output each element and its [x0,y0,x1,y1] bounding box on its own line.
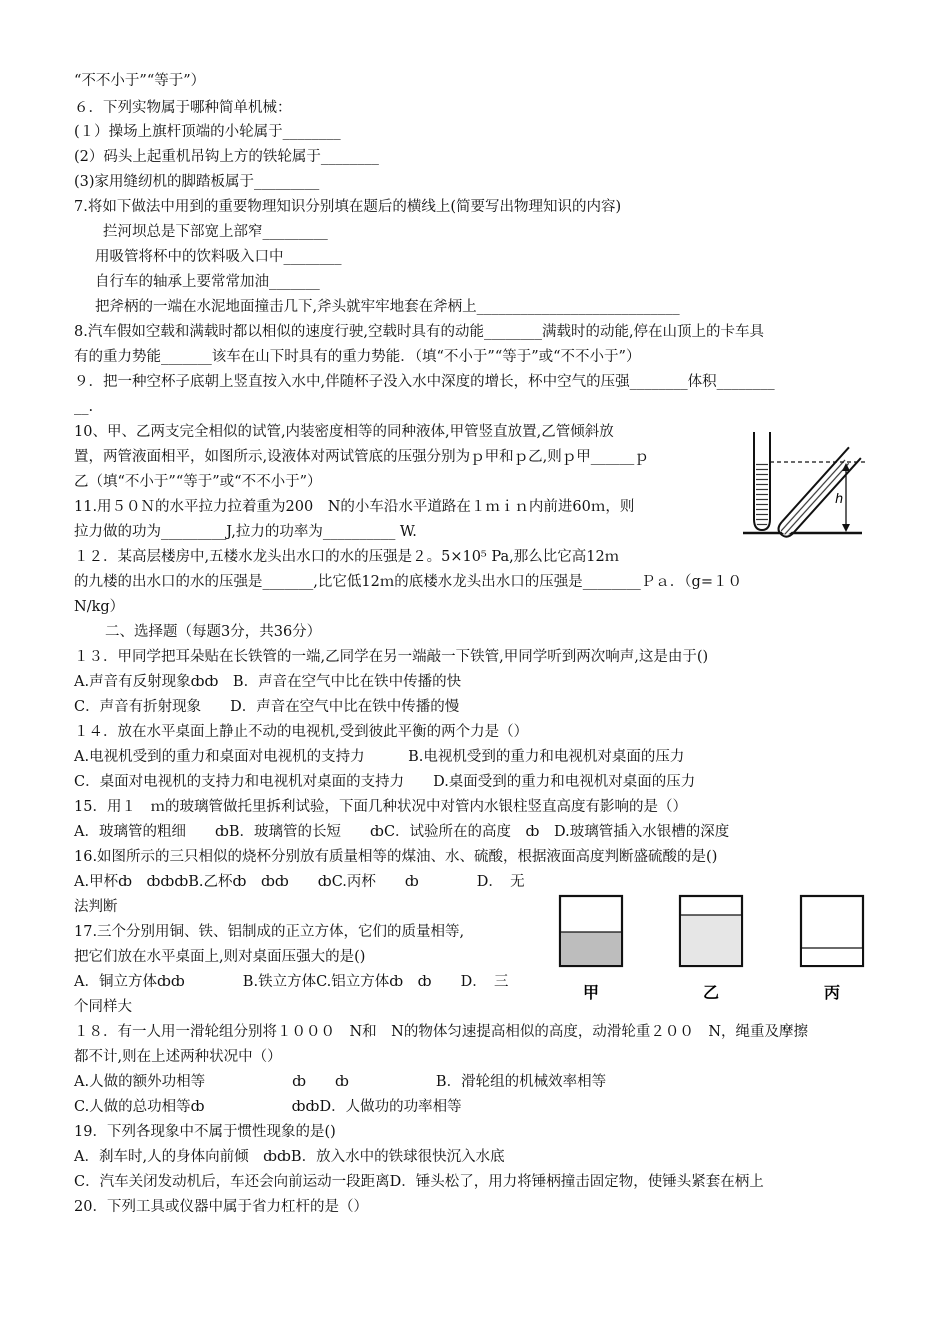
beaker-yi [680,896,742,1002]
question-7-item-2: 用吸管将杯中的饮料吸入口中________ [95,249,342,265]
question-7-item-1: 拦河坝总是下部宽上部窄_________ [103,224,328,240]
text-line: “不不小于”“等于”） [74,73,206,89]
question-7-item-4: 把斧柄的一端在水泥地面撞击几下,斧头就牢牢地套在斧柄上____________________________ [95,299,680,315]
question-9-cont: __. [74,399,94,415]
test-tube-figure [740,427,880,542]
question-8-cont: 有的重力势能_______该车在山下时具有的重力势能．（填“不小于”“等于”或“不不小于”） [74,349,641,365]
question-14-options: A.电视机受到的重力和桌面对电视机的支持力 B.电视机受到的重力和电视机对桌面的压力 [74,749,685,765]
question-15: 15．用１ ｍ的玻璃管做托里拆利试验，下面几种状况中对管内水银柱竖直高度有影响的是（） [74,799,687,815]
question-17-options: A．铜立方体ȸȸ B.铁立方体C.铝立方体ȸ ȸ D． 三 [74,974,509,990]
question-7: 7.将如下做法中用到的重要物理知识分别填在题后的横线上(简要写出物理知识的内容) [74,199,622,215]
question-16: 16.如图所示的三只相似的烧杯分别放有质量相等的煤油、水、硫酸，根据液面高度判断盛硫酸的是() [74,849,718,865]
question-18-options: A.人做的额外功相等 ȸ ȸ B．滑轮组的机械效率相等 [74,1074,607,1090]
question-11-cont: 拉力做的功为_________J,拉力的功率为__________ W. [74,524,417,540]
question-19-options: A．刹车时,人的身体向前倾 ȸȸB．放入水中的铁球很快沉入水底 [74,1149,505,1165]
height-label: h [835,492,844,507]
question-14: １４．放在水平桌面上静止不动的电视机,受到彼此平衡的两个力是（） [74,724,529,740]
question-20: 20．下列工具或仪器中属于省力杠杆的是（） [74,1199,368,1215]
question-10: 10、甲、乙两支完全相似的试管,内装密度相等的同种液体,甲管竖直放置,乙管倾斜放 [74,424,614,440]
question-17: 17.三个分别用铜、铁、铝制成的正立方体，它们的质量相等, [74,924,465,940]
question-12-cont: N/kg） [74,599,125,615]
question-17-options: 个同样大 [74,999,132,1015]
question-18: １８．有一人用一滑轮组分别将１０００ N和 N的物体匀速提高相似的高度，动滑轮重２００ N，绳重及摩擦 [74,1024,809,1040]
question-18-options: C.人做的总功相等ȸ ȸȸD．人做功的功率相等 [74,1099,462,1115]
section-heading: 二、选择题（每题3分，共36分） [105,624,322,640]
beaker-label-bing: 丙 [823,983,841,1002]
question-16-options: 法判断 [74,899,118,915]
question-10-cont: 乙（填“不小于”“等于”或“不不小于”） [74,474,322,490]
question-19: 19．下列各现象中不属于惯性现象的是() [74,1124,336,1140]
question-19-options: C．汽车关闭发动机后，车还会向前运动一段距离D．锤头松了，用力将锤柄撞击固定物，使锤头紧套在柄上 [74,1174,764,1190]
question-16-options: A.甲杯ȸ ȸȸȸB.乙杯ȸ ȸȸ ȸC.丙杯 ȸ D． 无 [74,874,525,890]
beaker-label-jia: 甲 [582,983,600,1002]
question-7-item-3: 自行车的轴承上要常常加油_______ [95,274,320,290]
question-6: ６．下列实物属于哪种简单机械： [74,100,292,116]
question-14-options: C．桌面对电视机的支持力和电视机对桌面的支持力 D.桌面受到的重力和电视机对桌面的压力 [74,774,696,790]
question-6-part-3: (3)家用缝纫机的脚踏板属于_________ [74,174,320,190]
beaker-figure [555,890,875,1015]
beaker-bing [801,896,863,1002]
question-17-cont: 把它们放在水平桌面上,则对桌面压强大的是() [74,949,366,965]
question-18-cont: 都不计,则在上述两种状况中（） [74,1049,282,1065]
vertical-tube [754,432,770,530]
beaker-jia [560,896,622,1002]
question-8: 8.汽车假如空载和满载时都以相似的速度行驶,空载时具有的动能________满载时的动能,停在山顶上的卡车具 [74,324,765,340]
question-13-options: C．声音有折射现象 D．声音在空气中比在铁中传播的慢 [74,699,460,715]
question-15-options: A．玻璃管的粗细 ȸB．玻璃管的长短 ȸC．试验所在的高度 ȸ D.玻璃管插入水银槽的深度 [74,824,730,840]
question-12: １２．某高层楼房中,五楼水龙头出水口的水的压强是２。5×10⁵ Pa,那么比它高12ｍ [74,549,620,565]
question-13-options: A.声音有反射现象ȸȸ B．声音在空气中比在铁中传播的快 [74,674,462,690]
beaker-label-yi: 乙 [702,983,720,1002]
question-13: １３．甲同学把耳朵贴在长铁管的一端,乙同学在另一端敲一下铁管,甲同学听到两次响声,这是由于() [74,649,709,665]
question-12-cont: 的九楼的出水口的水的压强是_______,比它低12ｍ的底楼水龙头出水口的压强是________Ｐａ．（g=１０ [74,574,742,590]
question-10-cont: 置，两管液面相平，如图所示,设液体对两试管底的压强分别为ｐ甲和ｐ乙,则ｐ甲______ｐ [74,449,649,465]
question-6-part-2: (2）码头上起重机吊钩上方的铁轮属于________ [74,149,379,165]
question-11: 11.用５０Ｎ的水平拉力拉着重为200 N的小车沿水平道路在１ｍｉｎ内前进60ｍ，则 [74,499,635,515]
question-6-part-1: (１）操场上旗杆顶端的小轮属于________ [74,124,341,140]
question-9: ９．把一种空杯子底朝上竖直按入水中,伴随杯子没入水中深度的增长，杯中空气的压强________体积________ [74,374,775,390]
